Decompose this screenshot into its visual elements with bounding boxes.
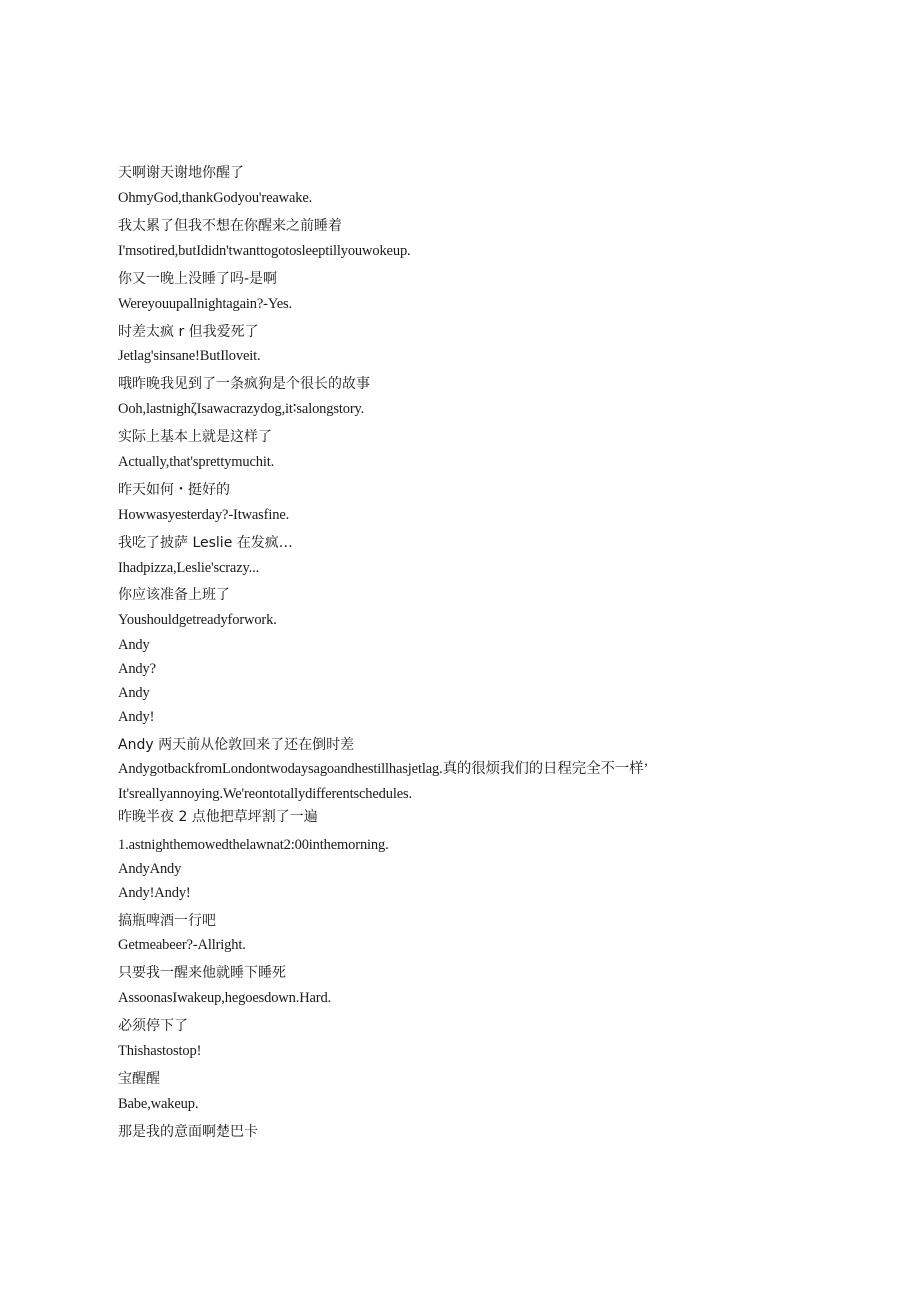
subtitle-line: Youshouldgetreadyforwork. <box>118 612 277 628</box>
subtitle-line: Andy? <box>118 661 156 677</box>
subtitle-line: 那是我的意面啊楚巴卡 <box>118 1124 258 1140</box>
subtitle-line: AndyAndy <box>118 861 182 877</box>
subtitle-line: Getmeabeer?-Allright. <box>118 937 246 953</box>
subtitle-line: Wereyouupallnightagain?-Yes. <box>118 296 292 312</box>
subtitle-line: 实际上基本上就是这样了 <box>118 429 272 445</box>
subtitle-line: Babe,wakeup. <box>118 1096 199 1112</box>
subtitle-line: Ihadpizza,Leslie'scrazy... <box>118 560 260 576</box>
subtitle-line: Andy <box>118 637 150 653</box>
subtitle-line: 我太累了但我不想在你醒来之前睡着 <box>118 218 342 234</box>
subtitle-line: Thishastostop! <box>118 1043 202 1059</box>
subtitle-line: It'sreallyannoying.We'reontotallydifferentschedules. <box>118 786 412 802</box>
subtitle-line: AndygotbackfromLondontwodaysagoandhestillhasjetlag.真的很烦我们的日程完全不一样’ <box>118 761 649 777</box>
subtitle-line: 1.astnighthemowedthelawnat2:00inthemorning. <box>118 837 389 853</box>
subtitle-line: Actually,that'sprettymuchit. <box>118 454 275 470</box>
subtitle-line: Andy!Andy! <box>118 885 191 901</box>
subtitle-line: I'msotired,butIdidn'twanttogotosleeptillyouwokeup. <box>118 243 411 259</box>
subtitle-line: 必须停下了 <box>118 1018 188 1034</box>
subtitle-line: AssoonasIwakeup,hegoesdown.Hard. <box>118 990 332 1006</box>
subtitle-line: 宝醒醒 <box>118 1071 160 1087</box>
subtitle-line: 你应该准备上班了 <box>118 587 230 603</box>
subtitle-line: 时差太疯 r 但我爱死了 <box>118 324 259 340</box>
subtitle-line: 哦昨晚我见到了一条疯狗是个很长的故事 <box>118 376 370 392</box>
subtitle-line: OhmyGod,thankGodyou'reawake. <box>118 190 313 206</box>
subtitle-line: Jetlag'sinsane!ButIloveit. <box>118 348 261 364</box>
subtitle-line: Ooh,lastnighζIsawacrazydog,it∶salongstory. <box>118 401 365 417</box>
subtitle-line: 天啊谢天谢地你醒了 <box>118 165 244 181</box>
subtitle-line: Howwasyesterday?-Itwasfine. <box>118 507 290 523</box>
subtitle-line: 我吃了披萨 Leslie 在发疯… <box>118 535 293 551</box>
subtitle-line: 你又一晚上没睡了吗-是啊 <box>118 271 278 287</box>
subtitle-line: Andy! <box>118 709 155 725</box>
subtitle-line: 昨晚半夜 2 点他把草坪割了一遍 <box>118 809 318 825</box>
subtitle-line: 只要我一醒来他就睡下睡死 <box>118 965 286 981</box>
subtitle-line: Andy 两天前从伦敦回来了还在倒时差 <box>118 737 355 753</box>
subtitle-line: 昨天如何・挺好的 <box>118 482 230 498</box>
subtitle-line: 搞瓶啤酒一行吧 <box>118 913 216 929</box>
subtitle-line: Andy <box>118 685 150 701</box>
